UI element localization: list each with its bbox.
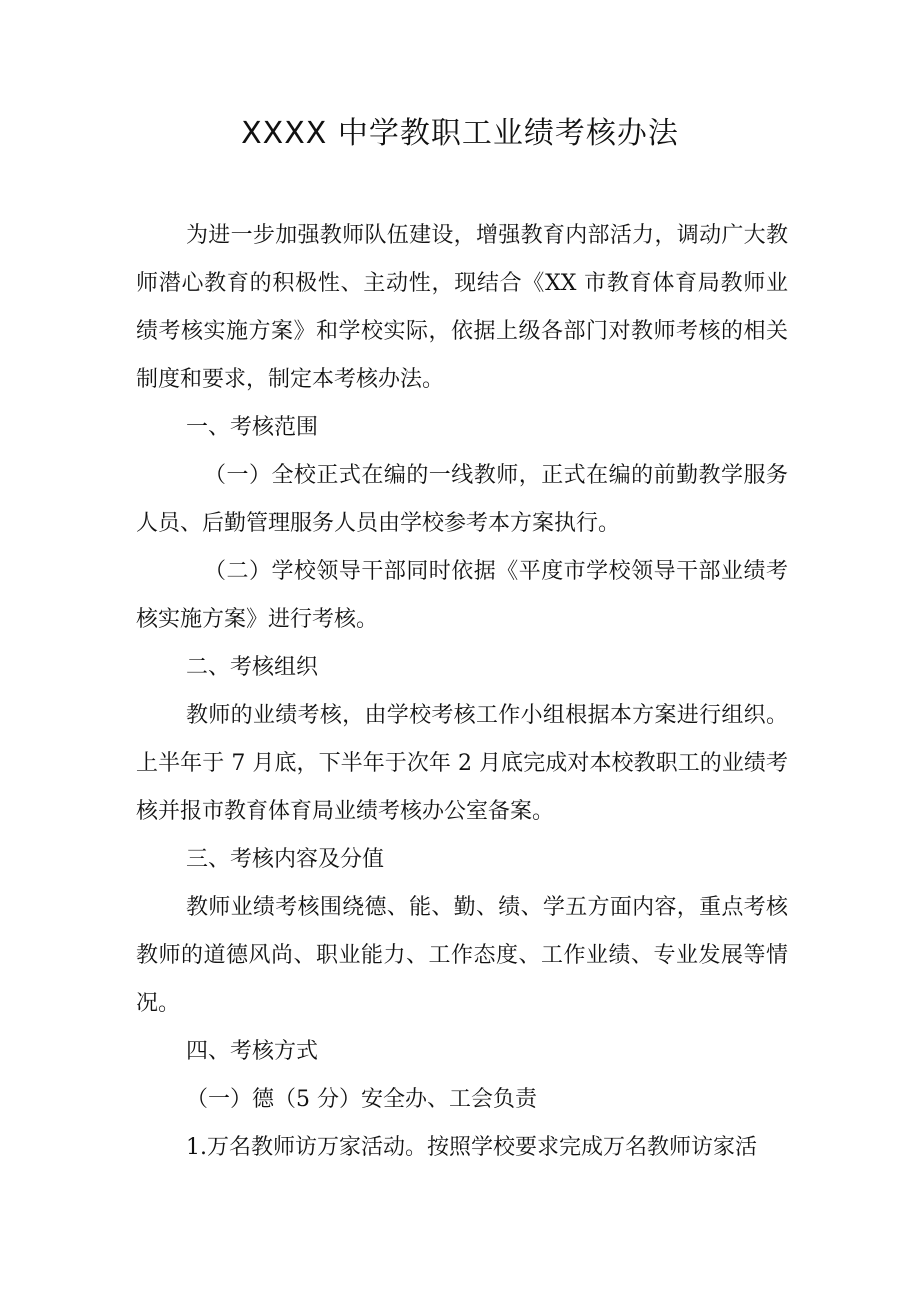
document-body	[136, 212, 788, 1172]
scope-item-1: （一）全校正式在编的一线教师，正式在编的前勤教学服务人员、后勤管理服务人员由学校参考本方案执行。	[136, 463, 788, 536]
section-heading-content: 三、考核内容及分值	[186, 847, 385, 872]
content-paragraph: 教师业绩考核围绕德、能、勤、绩、学五方面内容，重点考核教师的道德风尚、职业能力、工作态度、工作业绩、专业发展等情况。	[136, 895, 788, 1016]
intro-paragraph: 为进一步加强教师队伍建设，增强教育内部活力，调动广大教师潜心教育的积极性、主动性，现结合《XX 市教育体育局教师业绩考核实施方案》和学校实际，依据上级各部门对教师考核的相关制度和要求，制定本考核办法。	[136, 223, 788, 392]
method-subheading-morality: （一）德（5 分）安全办、工会负责	[186, 1087, 537, 1112]
section-heading-method: 四、考核方式	[186, 1039, 319, 1064]
organization-paragraph: 教师的业绩考核，由学校考核工作小组根据本方案进行组织。上半年于 7 月底，下半年于次年 2 月底完成对本校教职工的业绩考核并报市教育体育局业绩考核办公室备案。	[136, 703, 788, 824]
document-title: XXXX 中学教职工业绩考核办法	[241, 116, 679, 151]
section-heading-organization: 二、考核组织	[186, 655, 319, 680]
scope-item-2: （二）学校领导干部同时依据《平度市学校领导干部业绩考核实施方案》进行考核。	[136, 559, 788, 632]
section-heading-scope: 一、考核范围	[186, 415, 319, 440]
method-item-1: 1.万名教师访万家活动。按照学校要求完成万名教师访家活	[186, 1135, 757, 1160]
